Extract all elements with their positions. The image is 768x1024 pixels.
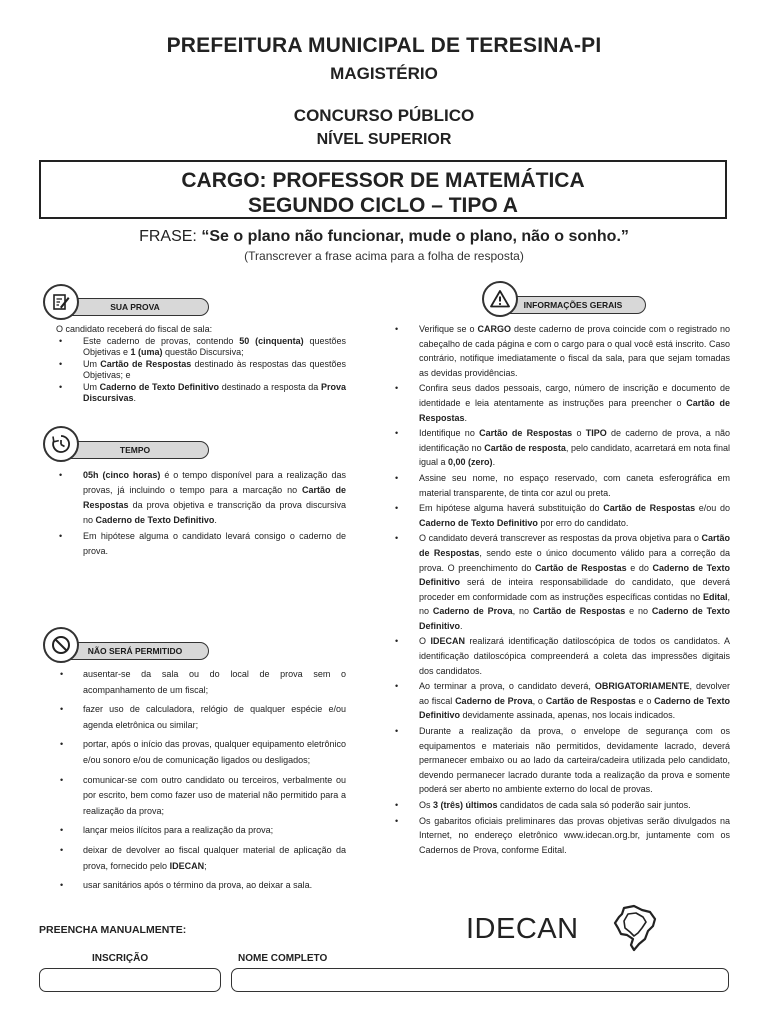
list-item: • Verifique se o CARGO deste caderno de prova coincide com o registrado no cabeçalho de cada página e com o cargo para o qual você está inscrito. Caso contrário, notifique imediatamente o fiscal da sala, para que sejam tomadas as devidas providências. [392, 322, 730, 380]
nao-permitido-title: NÃO SERÁ PERMITIDO [61, 642, 209, 660]
frase-label: FRASE: [139, 228, 197, 245]
list-item: • Ao terminar a prova, o candidato deverá, OBRIGATORIAMENTE, devolver ao fiscal Caderno de Prova, o Cartão de Respostas e o Caderno de Texto Definitivo devidamente assinada, apenas, nos locais indicados. [392, 679, 730, 723]
list-item: • 05h (cinco horas) é o tempo disponível para a realização das provas, já incluindo o tempo para a marcação no Cartão de Respostas da prova objetiva e transcrição da prova discursiva no Caderno de Texto Definitivo. [56, 468, 346, 528]
clock-icon [43, 426, 79, 462]
warning-icon [482, 281, 518, 317]
list-item: • Os 3 (três) últimos candidatos de cada sala só poderão sair juntos. [392, 798, 730, 813]
list-item: • O IDECAN realizará identificação datiloscópica de todos os candidatos. A identificação datiloscópica compreenderá a coleta das impressões digitais dos candidatos. [392, 634, 730, 678]
list-item: • Um Caderno de Texto Definitivo destinado a resposta da Prova Discursivas. [56, 382, 346, 405]
list-item: • Os gabaritos oficiais preliminares das provas objetivas serão divulgados na Internet, no endereço eletrônico www.idecan.org.br, juntamente com os Cadernos de Prova, conforme Edital. [392, 814, 730, 858]
inscricao-label: INSCRIÇÃO [92, 953, 149, 964]
sua-prova-badge [43, 284, 209, 320]
idecan-logo [466, 902, 666, 954]
list-item: • comunicar-se com outro candidato ou terceiros, verbalmente ou por escrito, bem como fazer uso de material não permitido para a realização da prova; [56, 773, 346, 820]
nao-permitido-section [56, 667, 346, 894]
brazil-map-icon [612, 904, 658, 952]
frase [0, 228, 768, 246]
sua-prova-intro: O candidato receberá do fiscal de sala: [56, 324, 213, 334]
info-title: INFORMAÇÕES GERAIS [500, 296, 646, 314]
sua-prova-section [56, 324, 346, 405]
fill-manually-label: PREENCHA MANUALMENTE: [39, 924, 187, 936]
list-item: • O candidato deverá transcrever as respostas da prova objetiva para o Cartão de Respostas, sendo este o único documento válido para a correção da prova. O preenchimento do Cartão de Respostas e do Caderno de Texto Definitivo será de inteira responsabilidade do candidato, que deverá proceder em conformidade com as instruções específicas contidas no Edital, no Caderno de Prova, no Cartão de Respostas e no Caderno de Texto Definitivo. [392, 531, 730, 633]
list-item: • Este caderno de provas, contendo 50 (cinquenta) questões Objetivas e 1 (uma) questão Discursiva; [56, 336, 346, 359]
pencil-sheet-icon [43, 284, 79, 320]
list-item: • portar, após o início das provas, qualquer equipamento eletrônico e/ou sonoro e/ou de comunicação ligados ou desligados; [56, 737, 346, 768]
list-item: • Confira seus dados pessoais, cargo, número de inscrição e documento de identidade e leia atentamente as instruções para preencher o Cartão de Respostas. [392, 381, 730, 425]
nao-permitido-badge [43, 627, 209, 663]
logo-text: IDECAN [466, 913, 579, 945]
header-org: PREFEITURA MUNICIPAL DE TERESINA-PI [166, 34, 602, 57]
cargo-line-1: CARGO: PROFESSOR DE MATEMÁTICA [181, 169, 585, 192]
inscricao-field[interactable] [39, 968, 221, 992]
info-section [392, 322, 730, 857]
header-area: MAGISTÉRIO [330, 64, 438, 83]
tempo-badge [43, 426, 209, 462]
list-item: • fazer uso de calculadora, relógio de qualquer espécie e/ou agenda eletrônica ou similar; [56, 702, 346, 733]
prohibited-icon [43, 627, 79, 663]
cargo-box [39, 160, 727, 219]
frase-note: (Transcrever a frase acima para a folha de resposta) [244, 249, 524, 263]
list-item: • usar sanitários após o término da prova, ao deixar a sala. [56, 878, 346, 894]
nome-completo-label: NOME COMPLETO [238, 953, 328, 964]
list-item: • Em hipótese alguma o candidato levará consigo o caderno de prova. [56, 529, 346, 559]
frase-text: “Se o plano não funcionar, mude o plano, não o sonho.” [201, 228, 629, 245]
tempo-section [56, 468, 346, 559]
tempo-title: TEMPO [61, 441, 209, 459]
header-nivel: NÍVEL SUPERIOR [316, 131, 452, 148]
list-item: • ausentar-se da sala ou do local de prova sem o acompanhamento de um fiscal; [56, 667, 346, 698]
list-item: • lançar meios ilícitos para a realização da prova; [56, 823, 346, 839]
header-concurso: CONCURSO PÚBLICO [293, 106, 475, 125]
list-item: • Assine seu nome, no espaço reservado, com caneta esferográfica em material transparente, de tinta cor azul ou preta. [392, 471, 730, 500]
nome-completo-field[interactable] [231, 968, 729, 992]
list-item: • deixar de devolver ao fiscal qualquer material de aplicação da prova, fornecido pelo IDECAN; [56, 843, 346, 874]
cargo-line-2: SEGUNDO CICLO – TIPO A [248, 194, 518, 217]
list-item: • Identifique no Cartão de Respostas o TIPO de caderno de prova, a não identificação no Cartão de resposta, pelo candidato, acarretará em nota final igual a 0,00 (zero). [392, 426, 730, 470]
sua-prova-title: SUA PROVA [61, 298, 209, 316]
list-item: • Um Cartão de Respostas destinado às respostas das questões Objetivas; e [56, 359, 346, 382]
list-item: • Durante a realização da prova, o envelope de segurança com os equipamentos e materiais não permitidos, devidamente lacrado, deverá permanecer embaixo ou ao lado da carteira/cadeira utilizada pelo candidato, devendo permanecer lacrado durante toda a realização da prova e somente poderá ser aberto no ambiente externo do local de provas. [392, 724, 730, 797]
list-item: • Em hipótese alguma haverá substituição do Cartão de Respostas e/ou do Caderno de Texto Definitivo por erro do candidato. [392, 501, 730, 530]
info-badge [482, 281, 646, 317]
